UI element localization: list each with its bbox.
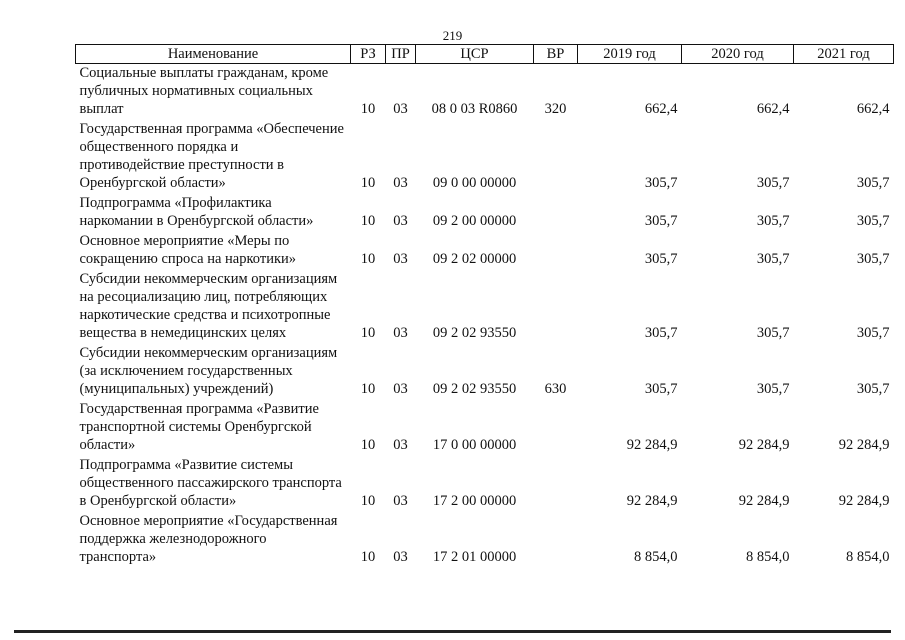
row-vr [534, 400, 578, 456]
header-csr: ЦСР [416, 45, 534, 64]
row-vr [534, 232, 578, 270]
row-pr: 03 [393, 175, 408, 191]
table-row [76, 400, 894, 456]
row-vr [534, 120, 578, 194]
row-pr: 03 [393, 549, 408, 565]
table-header-row [76, 45, 894, 64]
header-rz: РЗ [351, 45, 386, 64]
row-2019: 662,4 [644, 101, 678, 117]
table-row [76, 270, 894, 344]
row-2021: 92 284,9 [838, 493, 890, 509]
row-2021: 92 284,9 [838, 437, 890, 453]
row-rz: 10 [360, 213, 376, 229]
row-pr: 03 [393, 381, 408, 397]
table-body [76, 64, 894, 569]
row-rz: 10 [360, 325, 376, 341]
row-2019: 8 854,0 [634, 549, 678, 565]
row-csr: 08 0 03 R0860 [431, 101, 518, 117]
row-vr [534, 512, 578, 568]
row-2019: 305,7 [644, 381, 678, 397]
row-2019: 305,7 [644, 213, 678, 229]
row-2020: 92 284,9 [738, 437, 790, 453]
row-vr: 630 [544, 381, 567, 397]
row-rz: 10 [360, 101, 376, 117]
row-csr: 09 2 02 93550 [432, 325, 517, 341]
row-2021: 8 854,0 [846, 549, 890, 565]
table-row [76, 232, 894, 270]
row-csr: 17 0 00 00000 [432, 437, 517, 453]
row-2020: 305,7 [756, 175, 790, 191]
row-2021: 305,7 [856, 251, 890, 267]
row-csr: 09 2 02 93550 [432, 381, 517, 397]
row-name: Основное мероприятие «Государственная поддержка железнодорожного транспорта» [79, 513, 338, 565]
row-2020: 92 284,9 [738, 493, 790, 509]
page-number: 219 [442, 28, 463, 43]
row-rz: 10 [360, 549, 376, 565]
row-vr [534, 194, 578, 232]
row-csr: 17 2 01 00000 [432, 549, 517, 565]
row-name: Социальные выплаты гражданам, кроме публичных нормативных социальных выплат [79, 65, 329, 117]
row-vr: 320 [544, 101, 567, 117]
table-row [76, 64, 894, 121]
row-name: Основное мероприятие «Меры по сокращению спроса на наркотики» [79, 233, 297, 267]
row-csr: 09 2 02 00000 [432, 251, 517, 267]
header-vr: ВР [534, 45, 578, 64]
row-2019: 92 284,9 [626, 437, 678, 453]
header-2021: 2021 год [794, 45, 894, 64]
row-2020: 662,4 [756, 101, 790, 117]
row-2019: 305,7 [644, 175, 678, 191]
row-csr: 17 2 00 00000 [432, 493, 517, 509]
row-pr: 03 [393, 437, 408, 453]
row-2019: 92 284,9 [626, 493, 678, 509]
row-2020: 305,7 [756, 325, 790, 341]
table-row [76, 344, 894, 400]
table-row [76, 456, 894, 512]
header-name: Наименование [76, 45, 351, 64]
row-2020: 305,7 [756, 381, 790, 397]
row-2019: 305,7 [644, 251, 678, 267]
row-2021: 305,7 [856, 213, 890, 229]
row-rz: 10 [360, 437, 376, 453]
row-name: Государственная программа «Обеспечение общественного порядка и противодействие преступности в Оренбургской области» [79, 121, 344, 191]
row-pr: 03 [393, 325, 408, 341]
row-2019: 305,7 [644, 325, 678, 341]
row-rz: 10 [360, 175, 376, 191]
row-2021: 662,4 [856, 101, 890, 117]
budget-table [75, 44, 894, 568]
row-csr: 09 0 00 00000 [432, 175, 517, 191]
header-2020: 2020 год [682, 45, 794, 64]
table-row [76, 194, 894, 232]
row-2020: 305,7 [756, 213, 790, 229]
row-pr: 03 [393, 101, 408, 117]
table-row [76, 512, 894, 568]
row-2020: 8 854,0 [746, 549, 790, 565]
row-2021: 305,7 [856, 325, 890, 341]
row-vr [534, 456, 578, 512]
row-pr: 03 [393, 251, 408, 267]
row-name: Субсидии некоммерческим организациям (за исключением государственных (муниципальных) учреждений) [79, 345, 338, 397]
row-rz: 10 [360, 251, 376, 267]
row-name: Подпрограмма «Профилактика наркомании в Оренбургской области» [79, 195, 314, 229]
row-name: Государственная программа «Развитие транспортной системы Оренбургской области» [79, 401, 319, 453]
row-csr: 09 2 00 00000 [432, 213, 517, 229]
bottom-rule [14, 630, 891, 633]
row-2021: 305,7 [856, 381, 890, 397]
table-row [76, 120, 894, 194]
row-2021: 305,7 [856, 175, 890, 191]
header-2019: 2019 год [578, 45, 682, 64]
header-pr: ПР [386, 45, 416, 64]
row-rz: 10 [360, 493, 376, 509]
row-2020: 305,7 [756, 251, 790, 267]
row-rz: 10 [360, 381, 376, 397]
row-pr: 03 [393, 213, 408, 229]
row-name: Подпрограмма «Развитие системы общественного пассажирского транспорта в Оренбургской области» [79, 457, 342, 509]
row-pr: 03 [393, 493, 408, 509]
row-vr [534, 270, 578, 344]
row-name: Субсидии некоммерческим организациям на ресоциализацию лиц, потребляющих наркотические средства и психотропные вещества в немедицинских целях [79, 271, 338, 341]
